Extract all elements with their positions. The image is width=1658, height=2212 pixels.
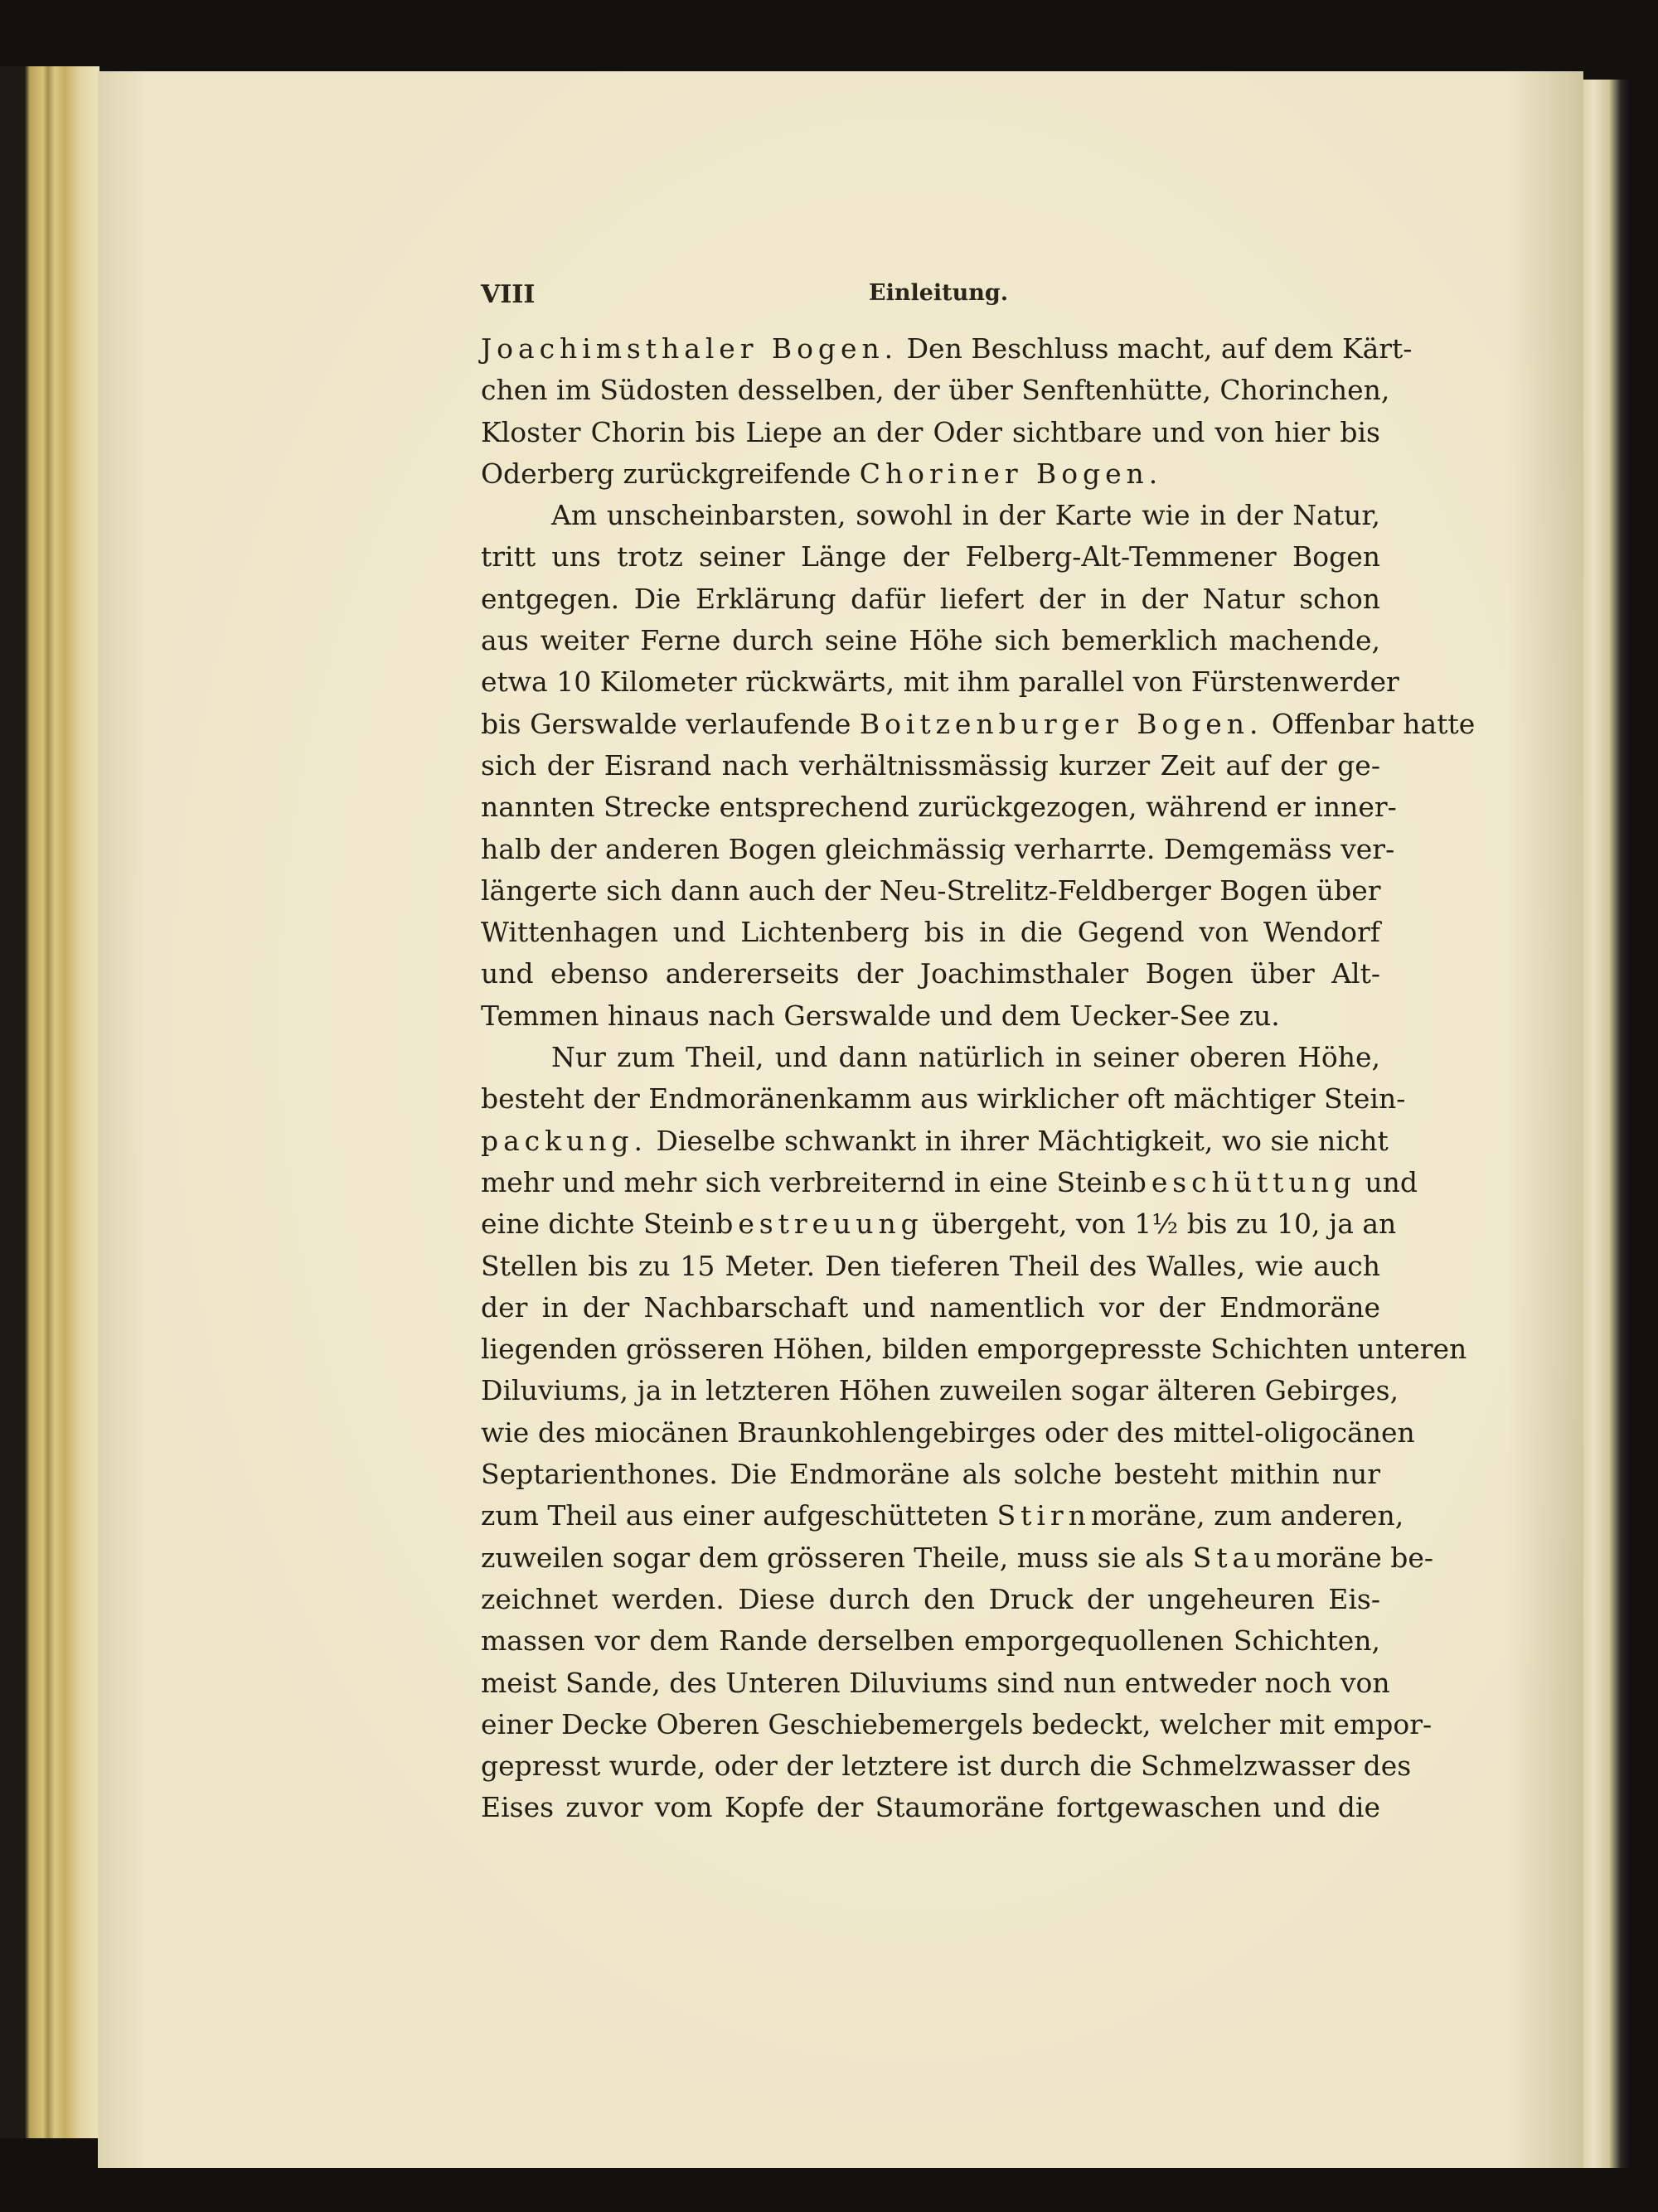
spaced-emphasis: Joachimsthaler Bogen. <box>481 332 899 365</box>
text-segment: meist Sande, des Unteren Diluviums sind nun entweder noch von <box>481 1666 1390 1699</box>
text-line <box>481 704 1476 745</box>
text-line <box>481 1121 1389 1162</box>
text-segment: zeichnet werden. Diese durch den Druck der ungeheuren Eis- <box>481 1582 1380 1615</box>
text-segment: Eises zuvor vom Kopfe der Staumoräne fortgewaschen und die <box>481 1791 1380 1824</box>
text-segment: der in der Nachbarschaft und namentlich vor der Endmoräne <box>481 1290 1380 1324</box>
text-segment: Temmen hinaus nach Gerswalde und dem Uecker-See zu. <box>481 999 1280 1032</box>
text-line <box>481 912 1380 953</box>
spaced-emphasis: bestreuung <box>715 1208 924 1241</box>
text-line <box>481 1579 1380 1620</box>
text-line <box>481 745 1380 787</box>
text-segment: bis Gerswalde verlaufende <box>481 707 860 740</box>
text-segment: moräne be- <box>1276 1541 1434 1574</box>
text-segment: mehr und mehr sich verbreiternd in eine Stein <box>481 1165 1129 1198</box>
text-segment: und ebenso andererseits der Joachimsthaler Bogen über Alt- <box>481 957 1380 990</box>
text-segment: halb der anderen Bogen gleichmässig verharrte. Demgemäss ver- <box>481 832 1395 865</box>
text-line <box>481 1246 1380 1287</box>
text-line <box>481 328 1413 370</box>
text-segment: Wittenhagen und Lichtenberg bis in die Gegend von Wendorf <box>481 916 1380 949</box>
spaced-emphasis: Stirn <box>996 1499 1091 1532</box>
spaced-emphasis: Boitzenburger Bogen. <box>859 707 1263 740</box>
text-line <box>481 1203 1397 1245</box>
text-segment: Diluviums, ja in letzteren Höhen zuweilen sogar älteren Gebirges, <box>481 1374 1399 1407</box>
text-line <box>481 1412 1415 1454</box>
text-line <box>481 870 1380 912</box>
text-segment: längerte sich dann auch der Neu-Strelitz-Feldberger Bogen über <box>481 874 1381 907</box>
text-segment: tritt uns trotz seiner Länge der Felberg-Alt-Temmener Bogen <box>481 540 1380 574</box>
text-segment: eine dichte Stein <box>481 1208 716 1241</box>
running-head: Einleitung. <box>869 280 1009 306</box>
text-line <box>481 1537 1434 1579</box>
text-line <box>481 1663 1390 1704</box>
text-segment: entgegen. Die Erklärung dafür liefert der in der Natur schon <box>481 582 1380 615</box>
text-line <box>481 1495 1404 1537</box>
text-line <box>481 1370 1399 1411</box>
text-line <box>481 995 1380 1037</box>
text-segment: nannten Strecke entsprechend zurückgezogen, während er inner- <box>481 791 1397 824</box>
text-segment: sich der Eisrand nach verhältnissmässig kurzer Zeit auf der ge- <box>481 748 1380 782</box>
text-segment: zum Theil aus einer aufgeschütteten <box>481 1499 997 1532</box>
text-segment: Den Beschluss macht, auf dem Kärt- <box>898 332 1413 365</box>
text-line <box>481 1287 1380 1329</box>
text-segment: und <box>1355 1165 1418 1198</box>
text-segment: einer Decke Oberen Geschiebemergels bedeckt, welcher mit empor- <box>481 1707 1433 1740</box>
text-segment: massen vor dem Rande derselben emporgequollenen Schichten, <box>481 1624 1380 1658</box>
text-line <box>481 1704 1433 1745</box>
text-line <box>481 1787 1380 1828</box>
text-segment: aus weiter Ferne durch seine Höhe sich bemerklich machende, <box>481 624 1380 657</box>
spaced-emphasis: Stau <box>1192 1541 1277 1574</box>
spaced-emphasis: packung. <box>481 1124 647 1157</box>
text-line <box>481 1329 1467 1370</box>
text-line <box>481 661 1399 703</box>
text-segment: liegenden grösseren Höhen, bilden emporgepresste Schichten unteren <box>481 1333 1467 1366</box>
text-segment: Stellen bis zu 15 Meter. Den tieferen Theil des Walles, wie auch <box>481 1249 1380 1282</box>
text-line <box>481 536 1380 578</box>
text-line <box>481 412 1380 453</box>
body-text <box>481 328 1476 1829</box>
text-line <box>481 1037 1380 1078</box>
text-segment: gepresst wurde, oder der letztere ist durch die Schmelzwasser des <box>481 1750 1412 1783</box>
text-line <box>481 1745 1412 1787</box>
text-line <box>481 829 1395 870</box>
text-segment: Kloster Chorin bis Liepe an der Oder sichtbare und von hier bis <box>481 415 1380 448</box>
text-segment: Am unscheinbarsten, sowohl in der Karte wie in der Natur, <box>551 499 1380 532</box>
spaced-emphasis: beschüttung <box>1128 1165 1356 1198</box>
text-line <box>481 578 1380 620</box>
text-segment: Offenbar hatte <box>1263 707 1476 740</box>
spaced-emphasis: Choriner Bogen. <box>859 457 1163 490</box>
text-segment: besteht der Endmoränenkamm aus wirklicher oft mächtiger Stein- <box>481 1082 1406 1116</box>
text-line <box>481 1078 1406 1120</box>
text-line <box>481 953 1380 995</box>
text-segment: etwa 10 Kilometer rückwärts, mit ihm parallel von Fürstenwerder <box>481 666 1399 699</box>
facing-page-edge <box>1579 80 1629 2168</box>
text-segment: Septarienthones. Die Endmoräne als solche besteht mithin nur <box>481 1458 1380 1491</box>
text-line <box>481 1454 1380 1495</box>
text-segment: zuweilen sogar dem grösseren Theile, muss sie als <box>481 1541 1193 1574</box>
text-line <box>481 787 1397 828</box>
text-segment: chen im Südosten desselben, der über Senftenhütte, Chorinchen, <box>481 374 1390 407</box>
text-segment: Oderberg zurückgreifende <box>481 457 860 490</box>
text-segment: wie des miocänen Braunkohlengebirges oder des mittel-oligocänen <box>481 1416 1415 1449</box>
text-line <box>481 620 1380 661</box>
text-segment: übergeht, von 1½ bis zu 10, ja an <box>923 1208 1397 1241</box>
text-line <box>481 1162 1418 1203</box>
text-segment: moräne, zum anderen, <box>1090 1499 1404 1532</box>
book-page-edges <box>0 66 99 2138</box>
text-line <box>481 453 1380 495</box>
text-segment: Dieselbe schwankt in ihrer Mächtigkeit, wo sie nicht <box>647 1124 1389 1157</box>
text-line <box>481 495 1380 536</box>
text-line <box>481 1620 1380 1662</box>
page-number: VIII <box>481 280 536 309</box>
text-line <box>481 370 1390 411</box>
text-segment: Nur zum Theil, und dann natürlich in seiner oberen Höhe, <box>551 1041 1380 1074</box>
